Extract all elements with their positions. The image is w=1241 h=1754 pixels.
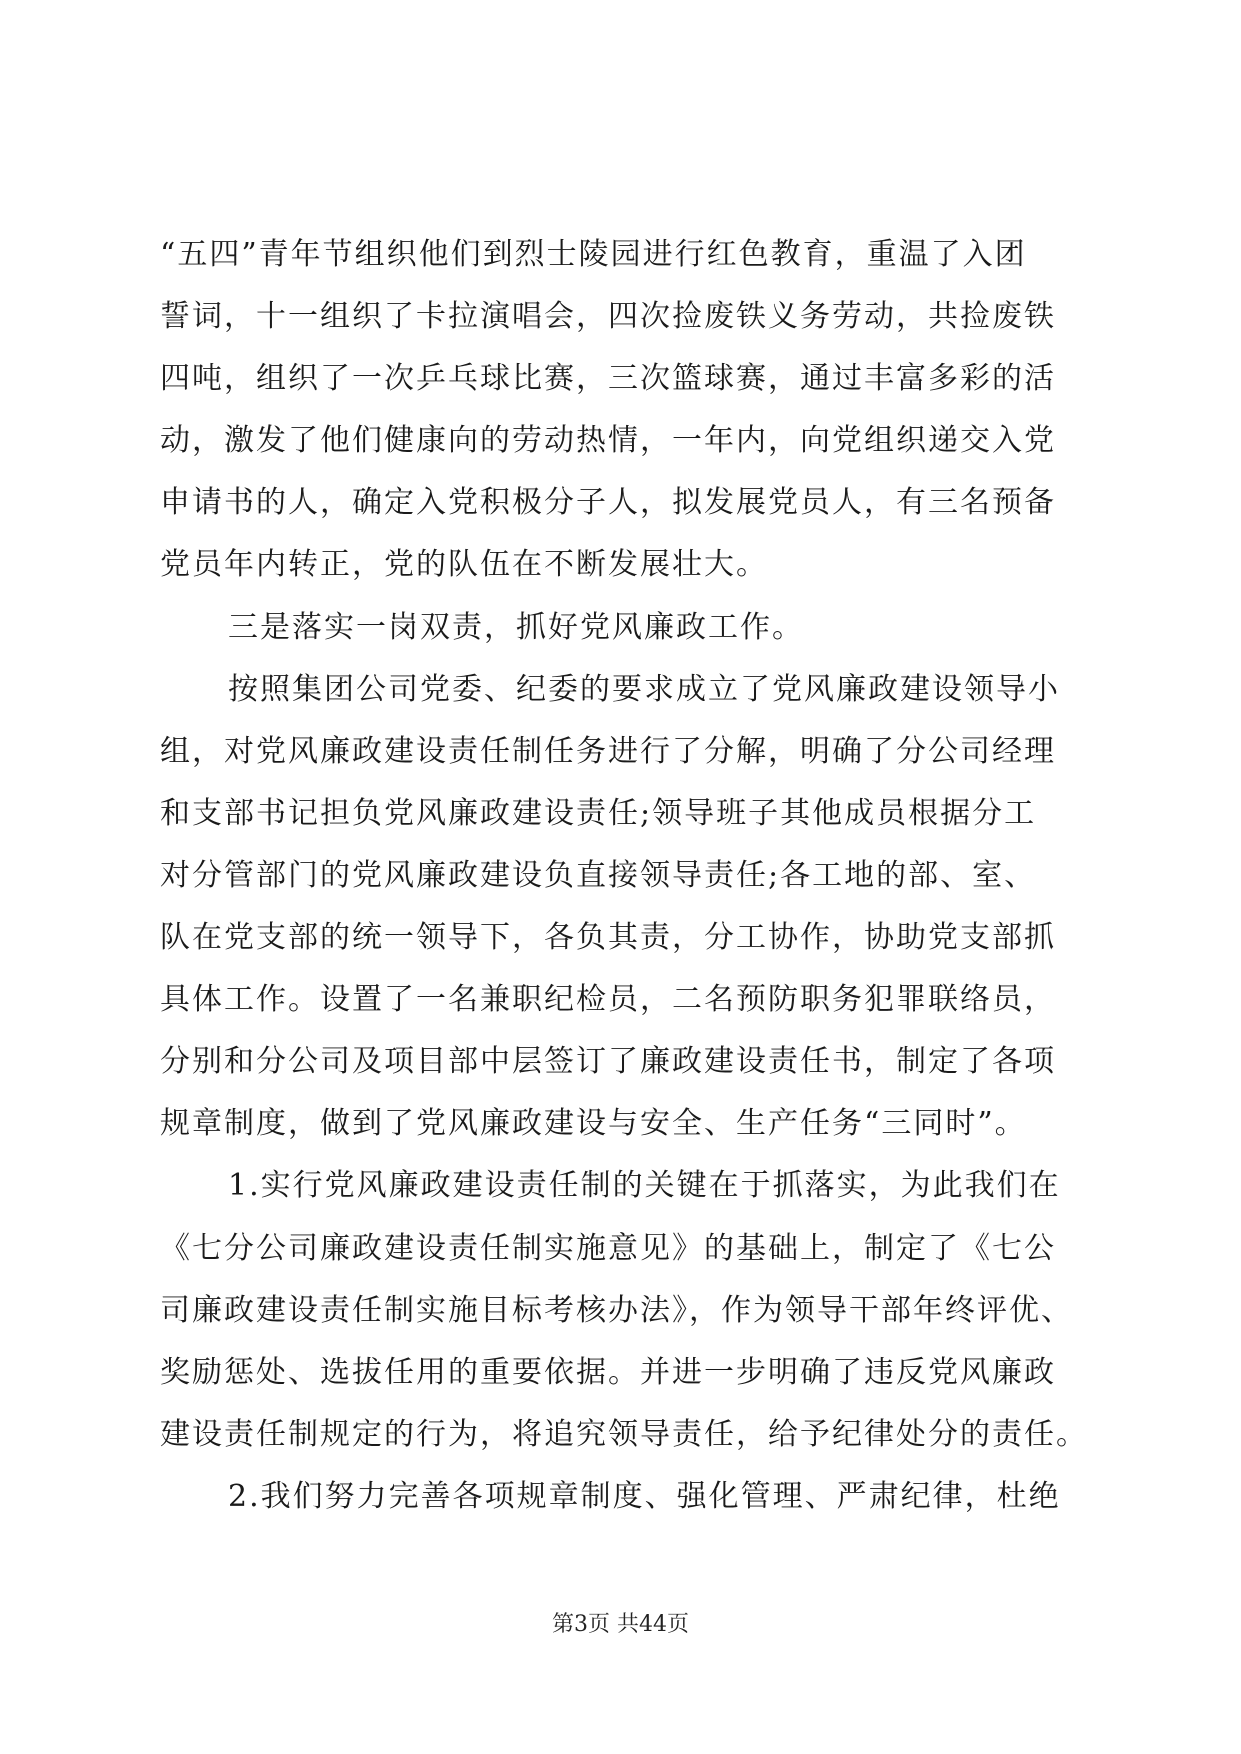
text-line: 分别和分公司及项目部中层签订了廉政建设责任书，制定了各项 <box>160 1044 1056 1080</box>
text-line: 规章制度，做到了党风廉政建设与安全、生产任务“三同时”。 <box>160 1106 1027 1142</box>
page-footer <box>0 1610 1241 1640</box>
section-heading: 三是落实一岗双责，抓好党风廉政工作。 <box>228 609 804 645</box>
text-line: 党员年内转正，党的队伍在不断发展壮大。 <box>160 547 768 583</box>
text-line: 动，激发了他们健康向的劳动热情，一年内，向党组织递交入党 <box>160 423 1056 459</box>
text-line: 建设责任制规定的行为，将追究领导责任，给予纪律处分的责任。 <box>160 1416 1088 1452</box>
text-line: 司廉政建设责任制实施目标考核办法》，作为领导干部年终评优、 <box>160 1292 1073 1328</box>
text-line: 具体工作。设置了一名兼职纪检员，二名预防职务犯罪联络员， <box>160 982 1056 1018</box>
text-line: 四吨，组织了一次乒乓球比赛，三次篮球赛，通过丰富多彩的活 <box>160 361 1056 397</box>
text-line: 誓词，十一组织了卡拉演唱会，四次捡废铁义务劳动，共捡废铁 <box>160 299 1056 335</box>
numbered-item-1: 1.实行党风廉政建设责任制的关键在于抓落实，为此我们在 <box>228 1168 1061 1204</box>
numbered-item-2: 2.我们努力完善各项规章制度、强化管理、严肃纪律，杜绝 <box>228 1478 1061 1514</box>
text-line: 申请书的人，确定入党积极分子人，拟发展党员人，有三名预备 <box>160 485 1056 521</box>
text-line: 队在党支部的统一领导下，各负其责，分工协作，协助党支部抓 <box>160 920 1056 956</box>
body-text <box>160 224 1100 1528</box>
text-line: 对分管部门的党风廉政建设负直接领导责任;各工地的部、室、 <box>160 857 1037 893</box>
text-line: 组，对党风廉政建设责任制任务进行了分解，明确了分公司经理 <box>160 733 1056 769</box>
text-line: 奖励惩处、选拔任用的重要依据。并进一步明确了违反党风廉政 <box>160 1354 1056 1390</box>
text-line: 和支部书记担负党风廉政建设责任;领导班子其他成员根据分工 <box>160 795 1037 831</box>
paragraph-start: 按照集团公司党委、纪委的要求成立了党风廉政建设领导小 <box>228 671 1060 707</box>
text-line: “五四”青年节组织他们到烈士陵园进行红色教育，重温了入团 <box>160 237 1027 272</box>
text-line: 《七分公司廉政建设责任制实施意见》的基础上，制定了《七公 <box>160 1230 1056 1266</box>
page-number-label: 第3页 共44页 <box>552 1612 689 1637</box>
